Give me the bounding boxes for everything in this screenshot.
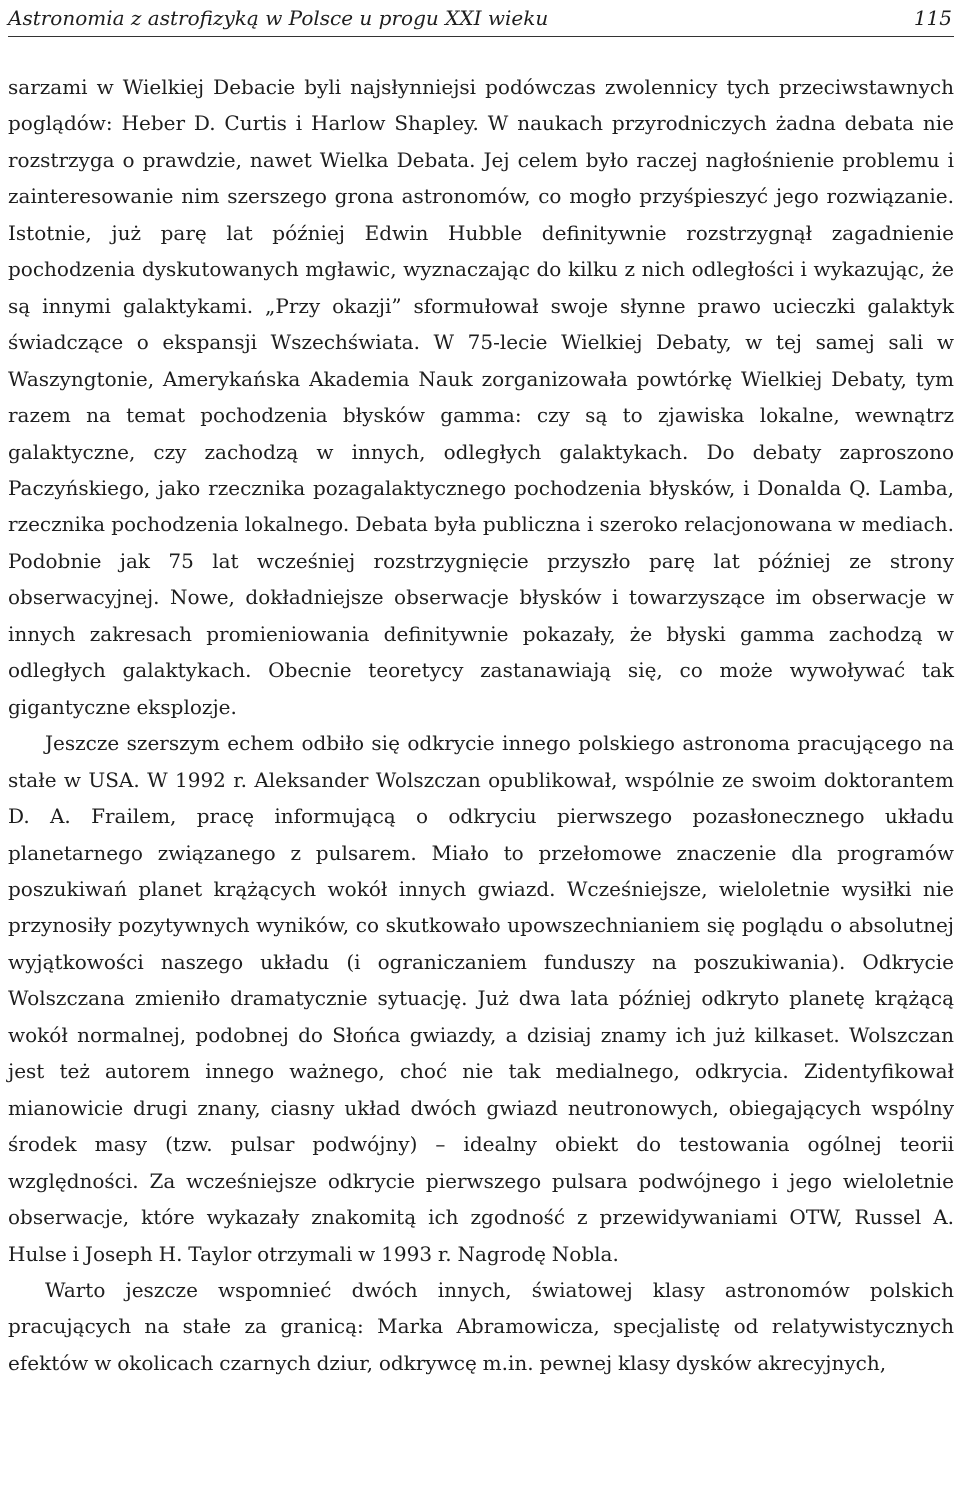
running-title: Astronomia z astrofizyką w Polsce u progu XXI wieku [8,6,549,30]
paragraph-2: Jeszcze szerszym echem odbiło się odkrycie innego polskiego astronoma pracującego na stałe w USA. W 1992 r. Aleksander Wolszczan opublikował, wspólnie ze swoim doktorantem D. A. Frailem, pracę informującą o odkryciu pierwszego pozasłonecznego układu planetarnego związanego z pulsarem. Miało to przełomowe znaczenie dla programów poszukiwań planet krążących wokół innych gwiazd. Wcześniejsze, wieloletnie wysiłki nie przynosiły pozytywnych wyników, co skutkowało upowszechnianiem się poglądu o absolutnej wyjątkowości naszego układu (i ograniczaniem funduszy na poszukiwania). Odkrycie Wolszczana zmieniło dramatycznie sytuację. Już dwa lata później odkryto planetę krążącą wokół normalnej, podobnej do Słońca gwiazdy, a dzisiaj znamy ich już kilkaset. Wolszczan jest też autorem innego ważnego, choć nie tak medialnego, odkrycia. Zidentyfikował mianowicie drugi znany, ciasny układ dwóch gwiazd neutronowych, obiegających wspólny środek masy (tzw. pulsar podwójny) – idealny obiekt do testowania ogólnej teorii względności. Za wcześniejsze odkrycie pierwszego pulsara podwójnego i jego wieloletnie obserwacje, które wykazały znakomitą ich zgodność z przewidywaniami OTW, Russel A. Hulse i Joseph H. Taylor otrzymali w 1993 r. Nagrodę Nobla. [8,731,954,1266]
paragraph-1: sarzami w Wielkiej Debacie byli najsłynniejsi podówczas zwolennicy tych przeciwstawnych poglądów: Heber D. Curtis i Harlow Shapley. W naukach przyrodniczych żadna debata nie rozstrzyga o prawdzie, nawet Wielka Debata. Jej celem było raczej nagłośnienie problemu i zainteresowanie nim szerszego grona astronomów, co mogło przyśpieszyć jego rozwiązanie. Istotnie, już parę lat później Edwin Hubble definitywnie rozstrzygnął zagadnienie pochodzenia dyskutowanych mgławic, wyznaczając do kilku z nich odległości i wykazując, że są innymi galaktykami. „Przy okazji” sformułował swoje słynne prawo ucieczki galaktyk świadczące o ekspansji Wszechświata. W 75-lecie Wielkiej Debaty, w tej samej sali w Waszyngtonie, Amerykańska Akademia Nauk zorganizowała powtórkę Wielkiej Debaty, tym razem na temat pochodzenia błysków gamma: czy są to zjawiska lokalne, wewnątrz galaktyczne, czy zachodzą w innych, odległych galaktykach. Do debaty zaproszono Paczyńskiego, jako rzecznika pozagalaktycznego pochodzenia błysków, i Donalda Q. Lamba, rzecznika pochodzenia lokalnego. Debata była publiczna i szeroko relacjonowana w mediach. Podobnie jak 75 lat wcześniej rozstrzygnięcie przyszło parę lat później ze strony obserwacyjnej. Nowe, dokładniejsze obserwacje błysków i towarzyszące im obserwacje w innych zakresach promieniowania definitywnie pokazały, że błyski gamma zachodzą w odległych galaktykach. Obecnie teoretycy zastanawiają się, co może wywoływać tak gigantyczne eksplozje. [8,75,954,719]
page-number: 115 [913,6,952,30]
paragraph-3: Warto jeszcze wspomnieć dwóch innych, światowej klasy astronomów polskich pracujących na stałe za granicą: Marka Abramowicza, specjalistę od relatywistycznych efektów w okolicach czarnych dziur, odkrywcę m.in. pewnej klasy dysków akrecyjnych, [8,1277,954,1375]
running-header [8,0,954,37]
page-body [8,69,954,1381]
